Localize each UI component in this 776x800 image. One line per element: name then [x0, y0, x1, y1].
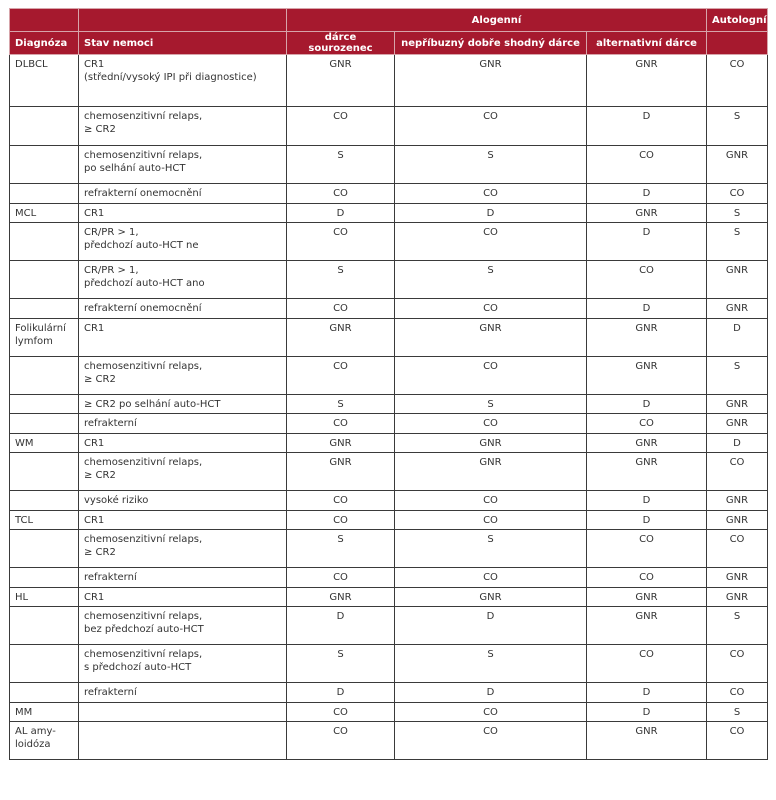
disease-status-cell — [79, 703, 287, 722]
autologous-cell: CO — [707, 453, 768, 491]
disease-status-line: chemosenzitivní relaps, — [84, 649, 203, 660]
disease-status-cell — [79, 588, 287, 607]
diagnosis-cell: TCL — [10, 511, 79, 530]
transplant-indication-table — [9, 8, 768, 760]
sibling-donor-cell: D — [287, 607, 395, 645]
table-row — [10, 319, 768, 357]
autologous-cell: CO — [707, 645, 768, 683]
disease-status-line: (střední/vysoký IPI při diagnostice) — [84, 72, 257, 83]
diagnosis-cell — [10, 261, 79, 299]
diagnosis-cell — [10, 107, 79, 146]
disease-status-line: CR1 — [84, 208, 105, 219]
disease-status-cell — [79, 568, 287, 588]
alternative-donor-cell: D — [587, 511, 707, 530]
header-empty-cell — [79, 9, 287, 32]
disease-status-line: vysoké riziko — [84, 495, 149, 506]
disease-status-line: refrakterní — [84, 572, 137, 583]
table-row — [10, 683, 768, 703]
disease-status-line: chemosenzitivní relaps, — [84, 611, 203, 622]
disease-status-cell — [79, 530, 287, 568]
header-empty-cell — [707, 32, 768, 55]
table-row — [10, 357, 768, 395]
header-stav-nemoci: Stav nemoci — [79, 32, 287, 55]
diagnosis-cell: Folikulární lymfom — [10, 319, 79, 357]
table-body — [10, 55, 768, 760]
disease-status-cell — [79, 414, 287, 434]
sibling-donor-cell: CO — [287, 722, 395, 760]
sibling-donor-cell: CO — [287, 414, 395, 434]
diagnosis-cell: HL — [10, 588, 79, 607]
unrelated-donor-cell: CO — [395, 703, 587, 722]
autologous-cell: CO — [707, 722, 768, 760]
sibling-donor-cell: GNR — [287, 588, 395, 607]
disease-status-line: chemosenzitivní relaps, — [84, 111, 203, 122]
disease-status-cell — [79, 434, 287, 453]
alternative-donor-cell: GNR — [587, 357, 707, 395]
autologous-cell: GNR — [707, 588, 768, 607]
disease-status-cell — [79, 146, 287, 184]
diagnosis-cell — [10, 184, 79, 204]
sibling-donor-cell: CO — [287, 107, 395, 146]
table-row — [10, 568, 768, 588]
table-row — [10, 645, 768, 683]
alternative-donor-cell: CO — [587, 645, 707, 683]
disease-status-line: CR1 — [84, 438, 105, 449]
unrelated-donor-cell: D — [395, 204, 587, 223]
disease-status-cell — [79, 645, 287, 683]
autologous-cell: S — [707, 204, 768, 223]
unrelated-donor-cell: D — [395, 683, 587, 703]
sibling-donor-cell: CO — [287, 357, 395, 395]
sibling-donor-cell: CO — [287, 223, 395, 261]
disease-status-line: chemosenzitivní relaps, — [84, 457, 203, 468]
table-row — [10, 223, 768, 261]
alternative-donor-cell: D — [587, 395, 707, 414]
alternative-donor-cell: D — [587, 491, 707, 511]
diagnosis-cell: AL amy-loidóza — [10, 722, 79, 760]
header-column-row — [10, 32, 768, 55]
disease-status-cell — [79, 184, 287, 204]
disease-status-cell — [79, 261, 287, 299]
header-group-row — [10, 9, 768, 32]
unrelated-donor-cell: CO — [395, 511, 587, 530]
autologous-cell: CO — [707, 683, 768, 703]
diagnosis-cell: MCL — [10, 204, 79, 223]
unrelated-donor-cell: CO — [395, 223, 587, 261]
unrelated-donor-cell: CO — [395, 299, 587, 319]
alternative-donor-cell: GNR — [587, 453, 707, 491]
autologous-cell: D — [707, 319, 768, 357]
autologous-cell: S — [707, 107, 768, 146]
disease-status-line: bez předchozí auto-HCT — [84, 624, 204, 635]
unrelated-donor-cell: GNR — [395, 55, 587, 107]
disease-status-line: CR/PR > 1, — [84, 265, 139, 276]
autologous-cell: CO — [707, 55, 768, 107]
alternative-donor-cell: GNR — [587, 607, 707, 645]
sibling-donor-cell: GNR — [287, 319, 395, 357]
disease-status-cell — [79, 722, 287, 760]
diagnosis-cell — [10, 491, 79, 511]
unrelated-donor-cell: GNR — [395, 319, 587, 357]
sibling-donor-cell: D — [287, 204, 395, 223]
diagnosis-cell — [10, 683, 79, 703]
diagnosis-cell — [10, 223, 79, 261]
disease-status-cell — [79, 319, 287, 357]
diagnosis-cell — [10, 453, 79, 491]
diagnosis-cell — [10, 530, 79, 568]
autologous-cell: GNR — [707, 299, 768, 319]
unrelated-donor-cell: GNR — [395, 434, 587, 453]
unrelated-donor-cell: GNR — [395, 453, 587, 491]
header-diagnoza: Diagnóza — [10, 32, 79, 55]
unrelated-donor-cell: CO — [395, 414, 587, 434]
autologous-cell: S — [707, 223, 768, 261]
unrelated-donor-cell: CO — [395, 568, 587, 588]
disease-status-line: předchozí auto-HCT ne — [84, 240, 199, 251]
disease-status-line: ≥ CR2 po selhání auto-HCT — [84, 399, 221, 410]
sibling-donor-cell: CO — [287, 511, 395, 530]
disease-status-cell — [79, 204, 287, 223]
disease-status-cell — [79, 357, 287, 395]
disease-status-cell — [79, 223, 287, 261]
alternative-donor-cell: GNR — [587, 319, 707, 357]
diagnosis-cell: WM — [10, 434, 79, 453]
header-autologni: Autologní — [707, 9, 768, 32]
disease-status-line: CR1 — [84, 515, 105, 526]
header-nepribuzny-darce: nepříbuzný dobře shodný dárce — [395, 32, 587, 55]
diagnosis-cell — [10, 607, 79, 645]
diagnosis-cell: DLBCL — [10, 55, 79, 107]
alternative-donor-cell: CO — [587, 530, 707, 568]
disease-status-line: chemosenzitivní relaps, — [84, 361, 203, 372]
disease-status-line: refrakterní — [84, 418, 137, 429]
alternative-donor-cell: GNR — [587, 434, 707, 453]
autologous-cell: GNR — [707, 261, 768, 299]
diagnosis-cell — [10, 357, 79, 395]
sibling-donor-cell: S — [287, 146, 395, 184]
disease-status-line: ≥ CR2 — [84, 124, 116, 135]
unrelated-donor-cell: CO — [395, 722, 587, 760]
disease-status-cell — [79, 107, 287, 146]
disease-status-line: refrakterní — [84, 687, 137, 698]
disease-status-cell — [79, 607, 287, 645]
alternative-donor-cell: CO — [587, 414, 707, 434]
autologous-cell: S — [707, 607, 768, 645]
sibling-donor-cell: S — [287, 395, 395, 414]
diagnosis-cell: MM — [10, 703, 79, 722]
unrelated-donor-cell: GNR — [395, 588, 587, 607]
table-row — [10, 434, 768, 453]
table-row — [10, 184, 768, 204]
sibling-donor-cell: CO — [287, 568, 395, 588]
table-row — [10, 607, 768, 645]
disease-status-line: s předchozí auto-HCT — [84, 662, 192, 673]
alternative-donor-cell: D — [587, 299, 707, 319]
table-row — [10, 530, 768, 568]
sibling-donor-cell: GNR — [287, 55, 395, 107]
disease-status-line: ≥ CR2 — [84, 547, 116, 558]
header-darce-sourozenec: dárce sourozenec — [287, 32, 395, 55]
diagnosis-cell — [10, 568, 79, 588]
alternative-donor-cell: CO — [587, 146, 707, 184]
disease-status-line: CR1 — [84, 59, 105, 70]
sibling-donor-cell: CO — [287, 184, 395, 204]
alternative-donor-cell: GNR — [587, 722, 707, 760]
autologous-cell: GNR — [707, 414, 768, 434]
disease-status-cell — [79, 683, 287, 703]
header-empty-cell — [10, 9, 79, 32]
autologous-cell: CO — [707, 530, 768, 568]
table-row — [10, 55, 768, 107]
alternative-donor-cell: D — [587, 184, 707, 204]
sibling-donor-cell: D — [287, 683, 395, 703]
autologous-cell: GNR — [707, 511, 768, 530]
diagnosis-cell — [10, 645, 79, 683]
disease-status-cell — [79, 511, 287, 530]
table-row — [10, 588, 768, 607]
disease-status-cell — [79, 55, 287, 107]
disease-status-line: předchozí auto-HCT ano — [84, 278, 205, 289]
table-row — [10, 414, 768, 434]
table-row — [10, 299, 768, 319]
disease-status-line: refrakterní onemocnění — [84, 188, 202, 199]
sibling-donor-cell: S — [287, 645, 395, 683]
diagnosis-cell — [10, 414, 79, 434]
header-alogenni: Alogenní — [287, 9, 707, 32]
sibling-donor-cell: CO — [287, 491, 395, 511]
alternative-donor-cell: CO — [587, 261, 707, 299]
unrelated-donor-cell: D — [395, 607, 587, 645]
disease-status-line: CR1 — [84, 592, 105, 603]
diagnosis-cell — [10, 395, 79, 414]
autologous-cell: S — [707, 703, 768, 722]
table-row — [10, 146, 768, 184]
alternative-donor-cell: D — [587, 223, 707, 261]
disease-status-cell — [79, 395, 287, 414]
unrelated-donor-cell: S — [395, 146, 587, 184]
sibling-donor-cell: CO — [287, 299, 395, 319]
sibling-donor-cell: GNR — [287, 434, 395, 453]
disease-status-line: chemosenzitivní relaps, — [84, 534, 203, 545]
autologous-cell: GNR — [707, 146, 768, 184]
unrelated-donor-cell: CO — [395, 491, 587, 511]
table-row — [10, 703, 768, 722]
table-row — [10, 491, 768, 511]
unrelated-donor-cell: CO — [395, 184, 587, 204]
unrelated-donor-cell: S — [395, 261, 587, 299]
table-row — [10, 453, 768, 491]
alternative-donor-cell: CO — [587, 568, 707, 588]
unrelated-donor-cell: CO — [395, 357, 587, 395]
sibling-donor-cell: CO — [287, 703, 395, 722]
disease-status-cell — [79, 491, 287, 511]
autologous-cell: CO — [707, 184, 768, 204]
autologous-cell: GNR — [707, 491, 768, 511]
sibling-donor-cell: GNR — [287, 453, 395, 491]
autologous-cell: GNR — [707, 568, 768, 588]
disease-status-cell — [79, 299, 287, 319]
unrelated-donor-cell: S — [395, 530, 587, 568]
diagnosis-cell — [10, 299, 79, 319]
disease-status-line: chemosenzitivní relaps, — [84, 150, 203, 161]
table-row — [10, 395, 768, 414]
table-row — [10, 204, 768, 223]
diagnosis-cell — [10, 146, 79, 184]
sibling-donor-cell: S — [287, 530, 395, 568]
autologous-cell: GNR — [707, 395, 768, 414]
disease-status-line: ≥ CR2 — [84, 470, 116, 481]
sibling-donor-cell: S — [287, 261, 395, 299]
unrelated-donor-cell: S — [395, 395, 587, 414]
disease-status-line: po selhání auto-HCT — [84, 163, 186, 174]
alternative-donor-cell: D — [587, 683, 707, 703]
autologous-cell: S — [707, 357, 768, 395]
disease-status-line: CR/PR > 1, — [84, 227, 139, 238]
table-row — [10, 722, 768, 760]
alternative-donor-cell: GNR — [587, 588, 707, 607]
unrelated-donor-cell: CO — [395, 107, 587, 146]
alternative-donor-cell: GNR — [587, 55, 707, 107]
table-row — [10, 511, 768, 530]
disease-status-line: refrakterní onemocnění — [84, 303, 202, 314]
disease-status-cell — [79, 453, 287, 491]
alternative-donor-cell: D — [587, 703, 707, 722]
unrelated-donor-cell: S — [395, 645, 587, 683]
disease-status-line: ≥ CR2 — [84, 374, 116, 385]
table-row — [10, 261, 768, 299]
alternative-donor-cell: D — [587, 107, 707, 146]
table-row — [10, 107, 768, 146]
alternative-donor-cell: GNR — [587, 204, 707, 223]
disease-status-line: CR1 — [84, 323, 105, 334]
header-alternativni-darce: alternativní dárce — [587, 32, 707, 55]
autologous-cell: D — [707, 434, 768, 453]
